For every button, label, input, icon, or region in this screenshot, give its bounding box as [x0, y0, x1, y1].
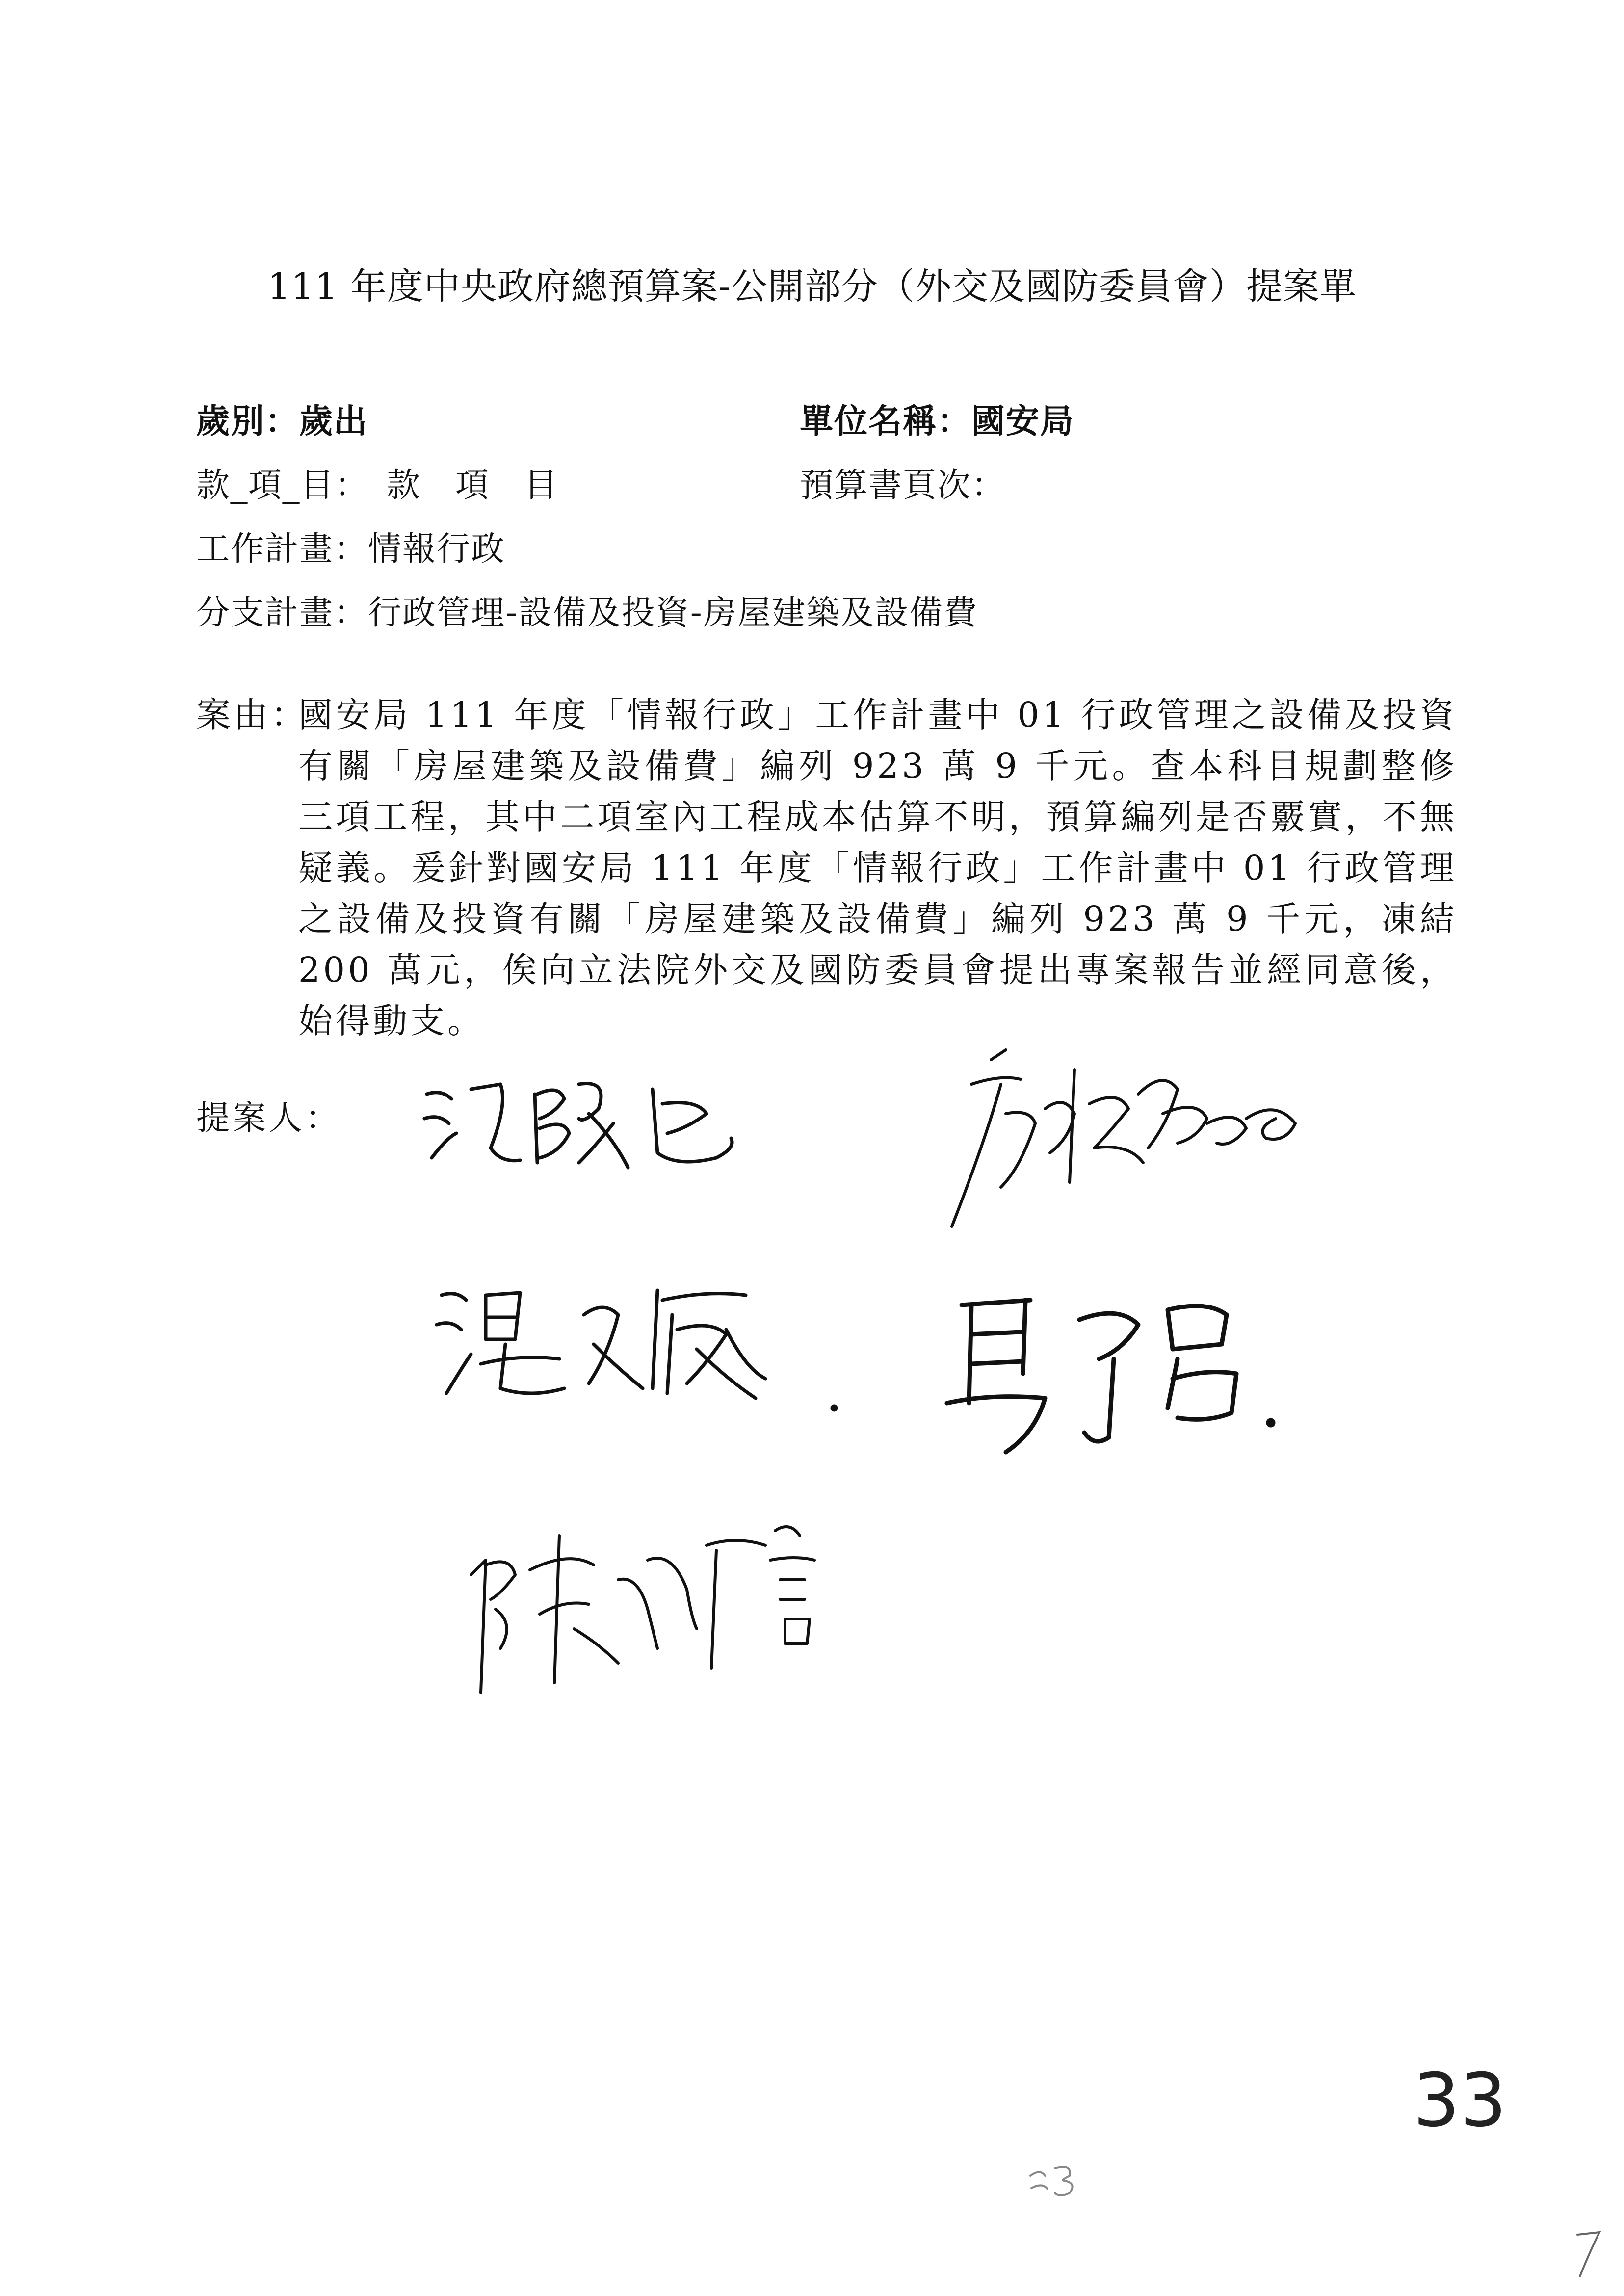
unit-name-field: 單位名稱：國安局	[800, 402, 1075, 441]
signature-2	[932, 1040, 1315, 1236]
proposer-label: 提案人：	[196, 1099, 342, 1138]
signature-5	[442, 1501, 864, 1697]
case-text: 國安局 111 年度「情報行政」工作計畫中 01 行政管理之設備及投資有關「房屋建築及設備費」編列 923 萬 9 千元。查本科目規劃整修三項工程，其中二項室內工程成本估算不明，預算編列是否覈實，不無疑義。爰針對國安局 111 年度「情報行政」工作計畫中 01 行政管理之設備及投資有關「房屋建築及設備費」編列 923 萬 9 千元，凍結 200 萬元，俟向立法院外交及國防委員會提出專案報告並經同意後，始得動支。	[298, 695, 1457, 1041]
handwritten-page-note	[1025, 2159, 1094, 2200]
item-field: 款_項_目： 款 項 目	[196, 466, 559, 505]
signature-4	[932, 1276, 1305, 1462]
branch-plan-field: 分支計畫：行政管理-設備及投資-房屋建築及設備費	[196, 594, 978, 632]
signature-1	[422, 1065, 741, 1177]
signature-3	[432, 1271, 844, 1418]
case-label: 案由：	[196, 695, 308, 735]
corner-mark	[1572, 2227, 1607, 2283]
page-number: 33	[1413, 2058, 1507, 2143]
document-title: 111 年度中央政府總預算案-公開部分（外交及國防委員會）提案單	[267, 265, 1357, 308]
budget-page-field: 預算書頁次：	[800, 466, 1006, 505]
category-field: 歲別：歲出	[196, 402, 368, 441]
work-plan-field: 工作計畫：情報行政	[196, 530, 506, 569]
